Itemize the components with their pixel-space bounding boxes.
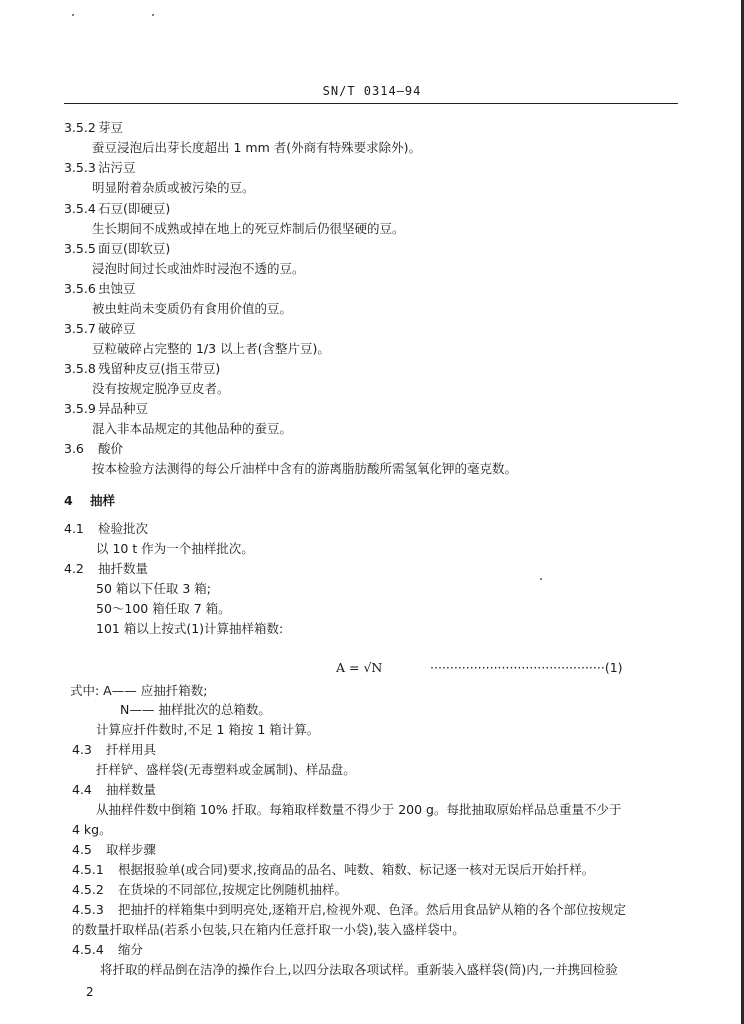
clause-3-5-2 [64,120,123,136]
clause-4-5-4 [72,942,143,958]
clause-title: 检验批次 [98,521,149,536]
clause-number: 4.5.4 [72,942,104,957]
clause-3-5-4 [64,201,170,217]
clause-body: 浸泡时间过长或油炸时浸泡不透的豆。 [92,261,305,276]
clause-body: 扦样铲、盛样袋(无毒塑料或金属制)、样品盘。 [96,762,356,777]
clause-body: 101 箱以上按式(1)计算抽样箱数: [96,621,284,636]
clause-4-5-3 [72,902,626,918]
clause-3-6 [64,441,123,457]
clause-title: 抽样数量 [106,782,157,797]
clause-body: 按本检验方法测得的每公斤油样中含有的游离脂肪酸所需氢氧化钾的毫克数。 [92,461,518,476]
clause-body: 蚕豆浸泡后出芽长度超出 1 mm 者(外商有特殊要求除外)。 [92,140,421,155]
formula-legend-a: 式中: A—— 应抽扦箱数; [70,683,208,698]
clause-text: 把抽扦的样箱集中到明亮处,逐箱开启,检视外观、色泽。然后用食品铲从箱的各个部位按规定 [118,902,626,917]
clause-number: 3.5.9 [64,401,96,416]
clause-4-2 [64,561,148,577]
clause-number: 4.1 [64,521,84,536]
clause-4-3 [72,742,156,758]
standard-code-header: SN/T 0314—94 [322,84,422,98]
clause-number: 3.5.3 [64,160,96,175]
clause-number: 3.5.7 [64,321,96,336]
clause-title: 抽扦数量 [98,561,149,576]
clause-number: 3.5.8 [64,361,96,376]
clause-number: 4.5 [72,842,92,857]
section-number: 4 [64,493,73,508]
clause-3-5-8 [64,361,220,377]
clause-number: 3.5.2 [64,120,96,135]
clause-title: 酸价 [98,441,124,456]
clause-3-5-7 [64,321,136,337]
clause-number: 4.3 [72,742,92,757]
header-rule [64,103,678,104]
clause-body: 豆粒破碎占完整的 1/3 以上者(含整片豆)。 [92,341,330,356]
clause-body: 计算应扦件数时,不足 1 箱按 1 箱计算。 [96,722,320,737]
page-number: 2 [86,985,94,999]
clause-number: 4.5.3 [72,902,104,917]
clause-body: 生长期间不成熟或掉在地上的死豆炸制后仍很坚硬的豆。 [92,221,405,236]
clause-body: 明显附着杂质或被污染的豆。 [92,180,255,195]
clause-title: 破碎豆 [98,321,136,336]
clause-title: 芽豆 [98,120,124,135]
scan-speck [540,578,542,580]
clause-title: 取样步骤 [106,842,157,857]
clause-title: 残留种皮豆(指玉带豆) [98,361,221,376]
clause-body: 以 10 t 作为一个抽样批次。 [96,541,254,556]
equation-number: ············································(1) [430,660,623,675]
clause-title: 石豆(即硬豆) [98,201,171,216]
section-title: 抽样 [90,493,116,508]
formula-legend-n: N—— 抽样批次的总箱数。 [120,702,271,717]
clause-3-5-5 [64,241,170,257]
clause-body: 从抽样件数中倒箱 10% 扦取。每箱取样数量不得少于 200 g。每批抽取原始样品总重量不少于 [96,802,622,817]
clause-3-5-9 [64,401,148,417]
clause-title: 面豆(即软豆) [98,241,171,256]
clause-number: 4.4 [72,782,92,797]
clause-number: 4.2 [64,561,84,576]
clause-text: 在货垛的不同部位,按规定比例随机抽样。 [118,882,347,897]
clause-number: 3.5.4 [64,201,96,216]
clause-4-5-2 [72,882,347,898]
formula-1 [336,660,623,675]
clause-body: 没有按规定脱净豆皮者。 [92,381,230,396]
clause-body: 被虫蛀尚未变质仍有食用价值的豆。 [92,301,293,316]
clause-number: 4.5.2 [72,882,104,897]
clause-number: 4.5.1 [72,862,104,877]
clause-title: 虫蚀豆 [98,281,136,296]
clause-3-5-6 [64,281,136,297]
formula-expression: A = √N [336,660,383,675]
clause-body: 的数量扦取样品(若系小包装,只在箱内任意扦取一小袋),装入盛样袋中。 [72,922,465,937]
clause-title: 异品种豆 [98,401,149,416]
clause-title: 缩分 [118,942,144,957]
scan-speck [152,14,154,16]
clause-4-5-1 [72,862,594,878]
clause-3-5-3 [64,160,136,176]
clause-body: 将扦取的样品倒在洁净的操作台上,以四分法取各项试样。重新装入盛样袋(筒)内,一并携回检验 [100,962,618,977]
clause-body: 50 箱以下任取 3 箱; [96,581,211,596]
clause-text: 根据报验单(或合同)要求,按商品的品名、吨数、箱数、标记逐一核对无误后开始扦样。 [118,862,595,877]
clause-4-1 [64,521,148,537]
clause-title: 沾污豆 [98,160,136,175]
scan-speck [72,14,74,16]
clause-number: 3.6 [64,441,84,456]
clause-body: 4 kg。 [72,822,112,837]
clause-4-4 [72,782,156,798]
clause-number: 3.5.6 [64,281,96,296]
clause-body: 50～100 箱任取 7 箱。 [96,601,231,616]
clause-body: 混入非本品规定的其他品种的蚕豆。 [92,421,293,436]
clause-4-5 [72,842,156,858]
section-4-heading [64,493,115,509]
clause-title: 扦样用具 [106,742,157,757]
clause-number: 3.5.5 [64,241,96,256]
